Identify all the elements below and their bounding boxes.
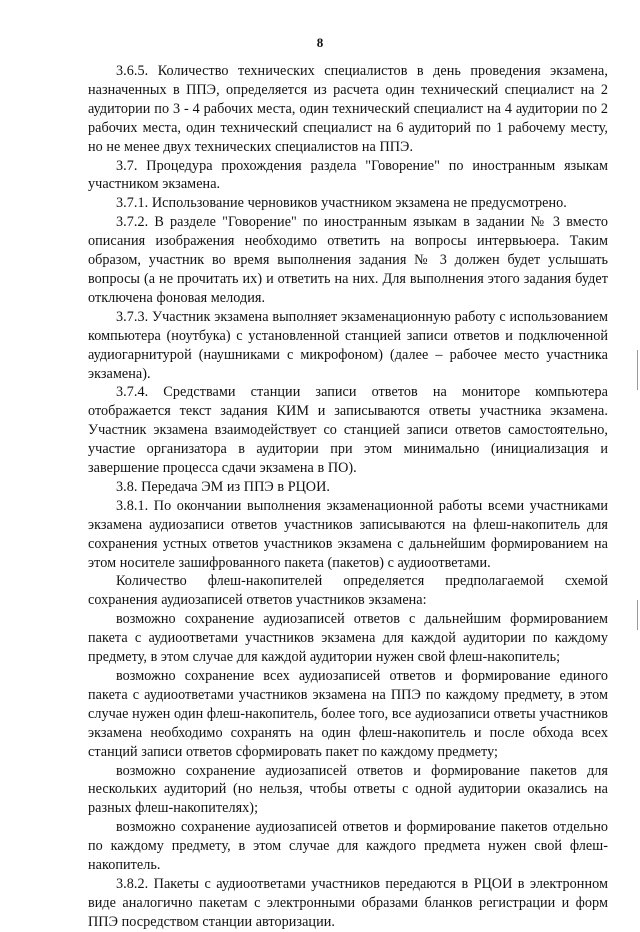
paragraph-option-single-package: возможно сохранение всех аудиозаписей ответов и формирование единого пакета с аудиоответами участников экзамена на ППЭ по каждому предмету, в этом случае нужен один флеш-накопитель, более того, все аудиозаписи ответы участников экзамена необходимо сохранять на один флеш-накопитель и после обхода всех станций записи ответов сформировать пакет по каждому предмету; bbox=[88, 668, 608, 760]
paragraph-3-7-1: 3.7.1. Использование черновиков участником экзамена не предусмотрено. bbox=[116, 195, 567, 212]
paragraph-flash-count: Количество флеш-накопителей определяется предполагаемой схемой сохранения аудиозаписей ответов участников экзамена: bbox=[88, 573, 608, 609]
paragraph-3-7-2: 3.7.2. В разделе "Говорение" по иностранным языкам в задании № 3 вместо описания изображения необходимо ответить на вопросы интервьюера. Таким образом, участник во время выполнения задания № 3 должен будет услышать вопросы (а не прочитать их) и ответить на них. Для выполнения этого задания будет отключена фоновая мелодия. bbox=[88, 214, 608, 306]
paragraph-3-6-5: 3.6.5. Количество технических специалистов в день проведения экзамена, назначенных в ППЭ, определяется из расчета один технический специалист на 2 аудитории по 3 - 4 рабочих места, один технический специалист на 4 аудитории по 2 рабочих места, один технический специалист на 6 аудиторий по 1 рабочему месту, но не менее двух технических специалистов на ППЭ. bbox=[88, 63, 608, 155]
paragraph-option-several-auditoriums: возможно сохранение аудиозаписей ответов и формирование пакетов для нескольких аудиторий (но нельзя, чтобы ответы с одной аудитории оказались на разных флеш-накопителях); bbox=[88, 762, 608, 817]
paragraph-3-7-4: 3.7.4. Средствами станции записи ответов на мониторе компьютера отображается текст задания КИМ и записываются ответы участника экзамена. Участник экзамена взаимодействует со станцией записи ответов самостоятельно, участие организатора в аудитории при этом минимально (инициализация и завершение процесса сдачи экзамена в ПО). bbox=[88, 384, 608, 477]
paragraph-3-7: 3.7. Процедура прохождения раздела "Говорение" по иностранным языкам участником экзамена. bbox=[88, 157, 608, 193]
scan-edge-mark bbox=[637, 350, 638, 390]
paragraph-3-7-3: 3.7.3. Участник экзамена выполняет экзаменационную работу с использованием компьютера (ноутбука) с установленной станцией записи ответов и подключенной аудиогарнитурой (наушниками с микрофоном) (далее – рабочее место участника экзамена). bbox=[88, 308, 608, 382]
paragraph-option-per-auditorium: возможно сохранение аудиозаписей ответов с дальнейшим формированием пакета с аудиоответами участников экзамена для каждой аудитории по каждому предмету, в этом случае для каждой аудитории нужен свой флеш-накопитель; bbox=[88, 611, 608, 666]
paragraph-3-8-1: 3.8.1. По окончании выполнения экзаменационной работы всеми участниками экзамена аудиозаписи ответов участников записываются на флеш-накопитель для сохранения устных ответов участников экзамена с дальнейшим формированием на этом носителе зашифрованного пакета (пакетов) с аудиоответами. bbox=[88, 497, 608, 571]
scan-edge-mark bbox=[637, 600, 638, 630]
paragraph-3-8: 3.8. Передача ЭМ из ППЭ в РЦОИ. bbox=[116, 478, 330, 495]
document-body bbox=[88, 62, 608, 932]
page-number: 8 bbox=[316, 35, 324, 50]
paragraph-3-8-2: 3.8.2. Пакеты с аудиоответами участников передаются в РЦОИ в электронном виде аналогично пакетам с электронными образами бланков регистрации и форм ППЭ посредством станции авторизации. bbox=[88, 875, 608, 930]
paragraph-option-per-subject: возможно сохранение аудиозаписей ответов и формирование пакетов отдельно по каждому предмету, в этом случае для каждого предмета нужен свой флеш-накопитель. bbox=[88, 819, 608, 874]
